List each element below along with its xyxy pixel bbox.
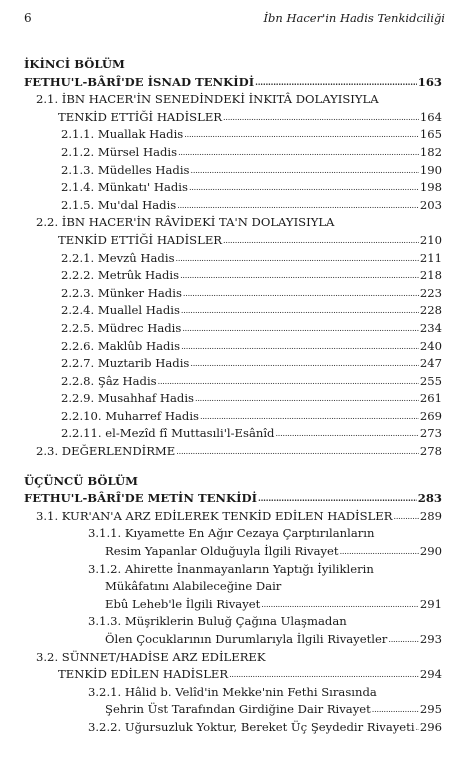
toc-entry-title: 2.2.6. Maklûb Hadis <box>61 338 181 353</box>
toc-entry <box>24 649 442 667</box>
toc-entry-title: 2.1.5. Mu'dal Hadis <box>61 197 177 212</box>
toc-entry <box>24 443 442 461</box>
toc-entry-title: FETHU'L-BÂRÎ'DE İSNAD TENKİDİ <box>24 74 255 89</box>
dot-leader <box>200 408 419 426</box>
toc-entry <box>24 162 442 180</box>
dot-leader <box>176 250 419 268</box>
toc-entry <box>24 490 442 508</box>
toc-entry <box>24 613 442 631</box>
toc-entry <box>24 109 442 127</box>
toc-entry-title: 2.2.9. Musahhaf Hadis <box>61 391 194 406</box>
toc-entry-title: 3.2. SÜNNET/HADİSE ARZ EDİLEREK <box>36 649 266 664</box>
toc-entry <box>24 408 442 426</box>
toc-entry <box>24 525 442 543</box>
toc-entry-title: 2.2.10. Muharref Hadis <box>61 408 199 423</box>
dot-leader <box>181 302 419 320</box>
toc-entry-page: 182 <box>419 144 442 159</box>
toc-entry-page: 190 <box>419 162 442 177</box>
dot-leader <box>229 666 419 684</box>
toc-entry-title: Resim Yapanlar Olduğuyla İlgili Rivayet <box>105 544 339 559</box>
toc-entry-page: 210 <box>419 232 442 247</box>
toc-entry-title: 2.2.8. Şâz Hadis <box>61 373 157 388</box>
toc-entry <box>24 543 442 561</box>
dot-leader <box>340 543 419 561</box>
dot-leader <box>177 197 419 215</box>
toc-entry <box>24 425 442 443</box>
toc-entry-title: ÜÇÜNCÜ BÖLÜM <box>24 473 138 488</box>
toc-entry <box>24 214 442 232</box>
toc-entry <box>24 666 442 684</box>
dot-leader <box>158 373 419 391</box>
dot-leader <box>223 232 419 250</box>
toc-entry-title: 2.1.3. Müdelles Hadis <box>61 162 190 177</box>
dot-leader <box>393 508 418 526</box>
toc-entry <box>24 684 442 702</box>
toc-entry <box>24 390 442 408</box>
dot-leader <box>180 267 419 285</box>
toc-entry <box>24 596 442 614</box>
toc-entry-title: 2.2. İBN HACER'İN RÂVİDEKİ TA'N DOLAYISIYLA <box>36 215 335 230</box>
toc-entry-page: 295 <box>419 702 442 717</box>
toc-entry-title: TENKİD ETTİĞİ HADİSLER <box>58 232 223 247</box>
dot-leader <box>183 285 419 303</box>
dot-leader <box>176 443 419 461</box>
toc-entry <box>24 126 442 144</box>
toc-entry-page: 234 <box>419 320 442 335</box>
toc-entry-title: 2.1.4. Münkatı' Hadis <box>61 180 188 195</box>
toc-entry-title: TENKİD ETTİĞİ HADİSLER <box>58 109 223 124</box>
toc-entry-title: FETHU'L-BÂRÎ'DE METİN TENKİDİ <box>24 491 257 506</box>
toc-entry-page: 289 <box>419 508 442 523</box>
toc-entry-page: 165 <box>419 127 442 142</box>
toc-entry-page: 164 <box>419 109 442 124</box>
toc-entry-title: 3.1.1. Kıyamette En Ağır Cezaya Çarptırılanların <box>88 526 375 541</box>
toc-entry-page: 240 <box>419 338 442 353</box>
toc-entry-page: 228 <box>419 303 442 318</box>
toc-entry-title: 2.2.5. Müdrec Hadis <box>61 320 182 335</box>
toc-entry-page: 203 <box>419 197 442 212</box>
toc-entry-page: 283 <box>417 491 442 506</box>
running-title: İbn Hacer'in Hadis Tenkidciliği <box>263 11 445 25</box>
dot-leader <box>416 719 419 737</box>
toc-entry-title: 3.1. KUR'AN'A ARZ EDİLEREK TENKİD EDİLEN HADİSLER <box>36 508 393 523</box>
toc-entry-title: 2.2.1. Mevzû Hadis <box>61 250 175 265</box>
dot-leader <box>190 355 419 373</box>
toc-entry <box>24 701 442 719</box>
toc-entry-page: 293 <box>419 632 442 646</box>
toc-entry-page: 278 <box>419 444 442 459</box>
dot-leader <box>275 425 418 443</box>
toc-entry <box>24 250 442 268</box>
dot-leader <box>223 109 419 127</box>
toc-entry <box>24 320 442 338</box>
toc-entry-page: 294 <box>419 667 442 682</box>
toc-entry-title: 2.2.7. Muztarib Hadis <box>61 356 190 371</box>
toc-entry <box>24 285 442 303</box>
toc-entry-page: 211 <box>419 250 442 265</box>
toc-entry <box>24 74 442 92</box>
toc-entry-page: 273 <box>419 426 442 441</box>
toc-entry <box>24 631 442 649</box>
toc-entry <box>24 302 442 320</box>
table-of-contents <box>24 56 442 737</box>
toc-entry-page: 223 <box>419 285 442 300</box>
toc-entry-page: 163 <box>417 74 442 89</box>
dot-leader <box>255 74 417 92</box>
toc-entry-page: 291 <box>419 596 442 611</box>
running-header <box>24 11 445 29</box>
toc-entry-title: Şehrin Üst Tarafından Girdiğine Dair Rivayet <box>105 702 371 717</box>
toc-entry <box>24 56 442 74</box>
toc-entry-title: Ölen Çocuklarının Durumlarıyla İlgili Rivayetler <box>105 632 388 646</box>
toc-entry-title: 2.2.4. Muallel Hadis <box>61 303 180 318</box>
toc-entry-title: 2.2.11. el-Mezîd fî Muttasıli'l-Esânîd <box>61 426 275 441</box>
toc-entry-page: 218 <box>419 268 442 283</box>
dot-leader <box>258 490 417 508</box>
toc-entry <box>24 267 442 285</box>
toc-entry-title: 3.2.2. Uğursuzluk Yoktur, Bereket Üç Şeydedir Rivayeti <box>88 719 415 734</box>
toc-entry-title: 3.2.1. Hâlid b. Velîd'in Mekke'nin Fethi Sırasında <box>88 684 377 699</box>
dot-leader <box>182 320 419 338</box>
toc-entry <box>24 197 442 215</box>
dot-leader <box>184 126 419 144</box>
page-number: 6 <box>24 11 32 25</box>
toc-entry-title: 2.1. İBN HACER'İN SENEDİNDEKİ İNKITÂ DOLAYISIYLA <box>36 92 379 107</box>
toc-entry-page: 296 <box>419 719 442 734</box>
toc-entry-title: 2.2.3. Münker Hadis <box>61 285 182 300</box>
toc-entry-page: 255 <box>419 373 442 388</box>
dot-leader <box>195 390 419 408</box>
dot-leader <box>191 162 419 180</box>
toc-entry-title: 2.1.2. Mürsel Hadis <box>61 144 178 159</box>
toc-entry-title: 3.1.3. Müşriklerin Buluğ Çağına Ulaşmadan <box>88 614 347 629</box>
dot-leader <box>261 596 419 614</box>
toc-entry-page: 261 <box>419 391 442 406</box>
toc-entry <box>24 473 442 491</box>
toc-entry <box>24 338 442 356</box>
dot-leader <box>372 701 419 719</box>
toc-entry-title: 3.1.2. Ahirette İnanmayanların Yaptığı İyiliklerin <box>88 561 374 576</box>
toc-entry-page: 247 <box>419 356 442 371</box>
toc-entry-page: 269 <box>419 408 442 423</box>
toc-entry <box>24 91 442 109</box>
toc-entry <box>24 232 442 250</box>
dot-leader <box>181 338 419 356</box>
dot-leader <box>189 179 419 197</box>
dot-leader <box>178 144 419 162</box>
toc-entry <box>24 508 442 526</box>
toc-entry-page: 198 <box>419 180 442 195</box>
toc-entry <box>24 373 442 391</box>
toc-entry-title: 2.1.1. Muallak Hadis <box>61 127 184 142</box>
toc-entry-title: 2.3. DEĞERLENDİRME <box>36 444 176 459</box>
dot-leader <box>388 631 419 649</box>
toc-entry <box>24 578 442 596</box>
toc-entry-title: 2.2.2. Metrûk Hadis <box>61 268 180 283</box>
toc-entry-title: Mükâfatını Alabileceğine Dair <box>105 579 282 594</box>
toc-entry-title: TENKİD EDİLEN HADİSLER <box>58 667 229 682</box>
toc-entry <box>24 719 442 737</box>
toc-entry-page: 290 <box>419 544 442 559</box>
toc-entry <box>24 144 442 162</box>
toc-entry <box>24 355 442 373</box>
toc-entry-title: Ebû Leheb'le İlgili Rivayet <box>105 596 261 611</box>
toc-entry <box>24 561 442 579</box>
toc-entry <box>24 179 442 197</box>
toc-entry-title: İKİNCİ BÖLÜM <box>24 57 125 71</box>
